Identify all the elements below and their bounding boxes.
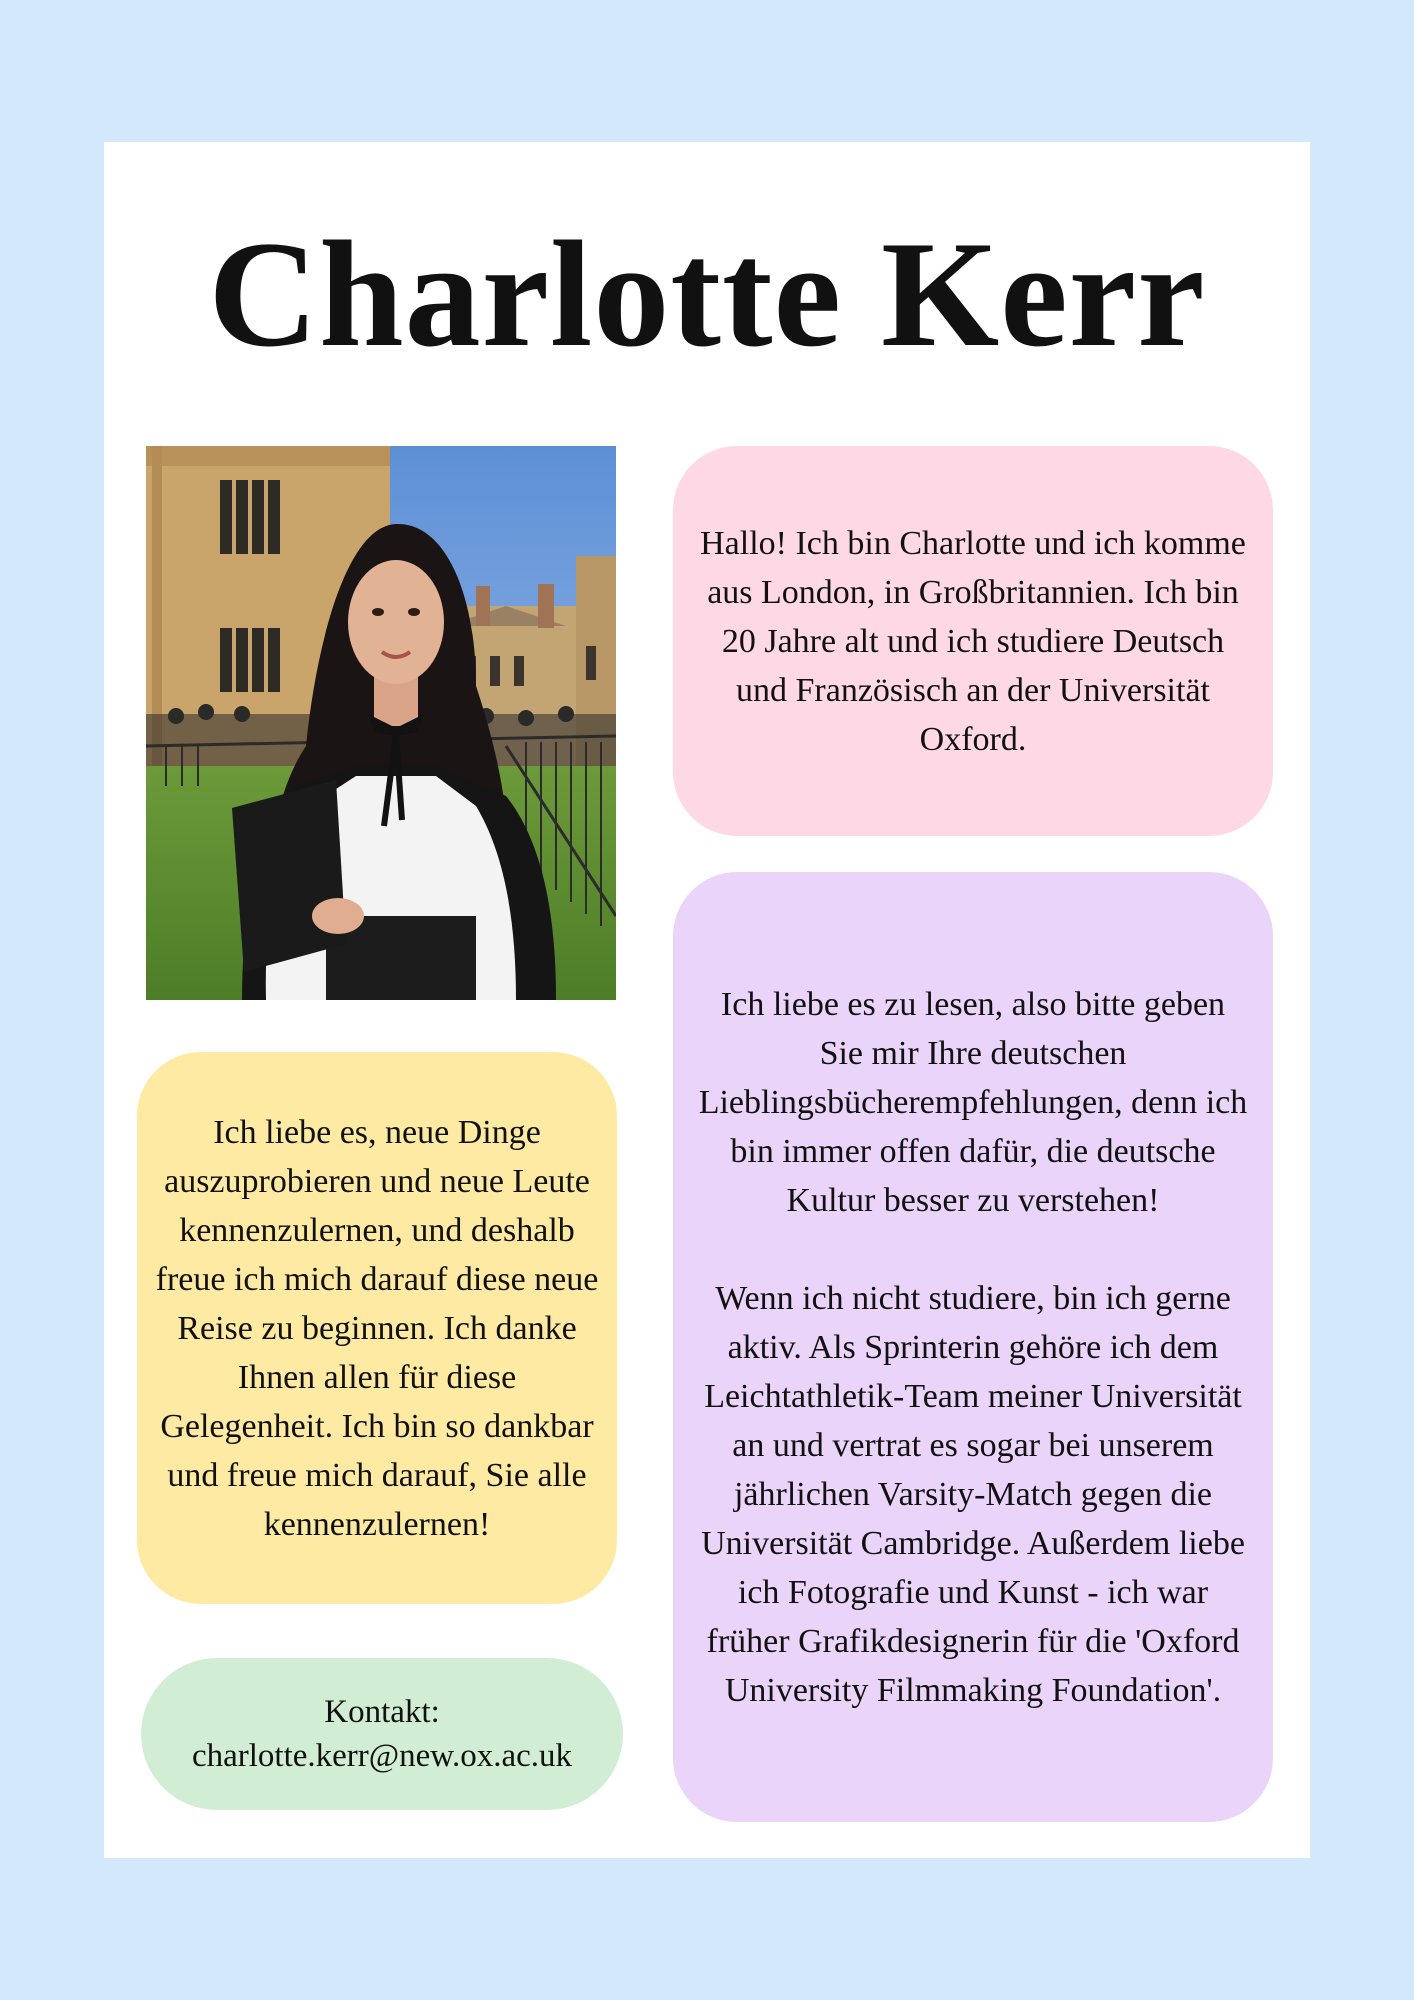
interests-paragraph-reading: Ich liebe es zu lesen, also bitte geben Sie mir Ihre deutschen Lieblingsbücherempfehlungen, denn ich bin immer offen dafür, die deutsche Kultur besser zu verstehen!	[698, 985, 1248, 1219]
interests-paragraph-activities: Wenn ich nicht studiere, bin ich gerne aktiv. Als Sprinterin gehöre ich dem Leichtathletik-Team meiner Universität an und vertrat es sogar bei unserem jährlichen Varsity-Match gegen die Universität Cambridge. Außerdem liebe ich Fotografie und Kunst - ich war früher Grafikdesignerin für die 'Oxford University Filmmaking Foundation'.	[701, 1279, 1245, 1709]
intro-bubble	[673, 446, 1273, 836]
contact-label: Kontakt:	[324, 1694, 440, 1730]
intro-text: Hallo! Ich bin Charlotte und ich komme aus London, in Großbritannien. Ich bin 20 Jahre alt und ich studiere Deutsch und Französisch an der Universität Oxford.	[700, 524, 1246, 758]
gratitude-text: Ich liebe es, neue Dinge auszuprobieren und neue Leute kennenzulernen, und deshalb freue ich mich darauf diese neue Reise zu beginnen. Ich danke Ihnen allen für diese Gelegenheit. Ich bin so dankbar und freue mich darauf, Sie alle kennenzulernen!	[155, 1113, 599, 1543]
profile-name: Charlotte Kerr	[208, 210, 1206, 378]
contact-email[interactable]: charlotte.kerr@new.ox.ac.uk	[191, 1738, 573, 1774]
portrait-photo-icon	[146, 446, 616, 1000]
interests-bubble	[673, 872, 1273, 1822]
gratitude-bubble	[137, 1052, 617, 1604]
contact-bubble	[141, 1658, 623, 1810]
